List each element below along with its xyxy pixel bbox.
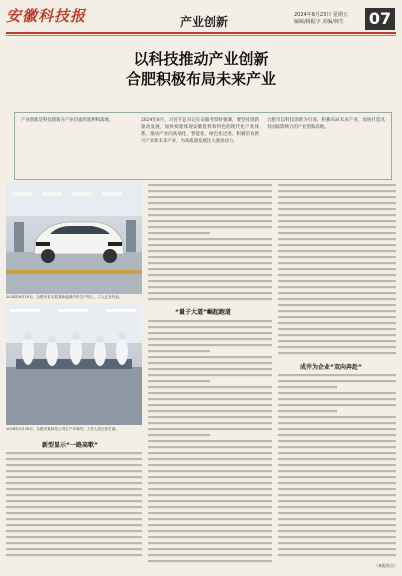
text-line xyxy=(278,416,396,418)
text-line xyxy=(148,506,272,508)
lab-illustration xyxy=(6,303,142,425)
text-line xyxy=(148,536,272,538)
text-line xyxy=(148,244,272,246)
factory-illustration xyxy=(6,182,142,294)
lead-paragraph-1: 产业创新是科技创新在产业层面的延伸和落地。 xyxy=(21,118,114,123)
text-line xyxy=(148,268,272,270)
text-line xyxy=(148,524,272,526)
text-line xyxy=(6,500,142,502)
body-column-right-top xyxy=(278,182,396,358)
text-line xyxy=(6,464,142,466)
text-line xyxy=(148,476,272,478)
headline-line-2: 合肥积极布局未来产业 xyxy=(125,70,276,88)
text-line xyxy=(148,500,272,502)
text-line xyxy=(6,458,142,460)
text-line xyxy=(148,344,272,346)
text-line xyxy=(6,536,142,538)
text-line xyxy=(148,202,272,204)
text-line xyxy=(278,380,396,382)
text-lines xyxy=(148,182,272,304)
photo-workers-lab xyxy=(6,303,142,425)
text-line xyxy=(148,338,272,340)
text-line xyxy=(148,326,272,328)
text-line xyxy=(278,524,396,526)
text-line xyxy=(278,214,396,216)
text-line xyxy=(6,524,142,526)
text-line xyxy=(6,488,142,490)
text-line xyxy=(278,340,396,342)
text-line xyxy=(148,356,272,358)
text-line xyxy=(278,184,396,186)
newspaper-masthead: 安徽科技报 xyxy=(6,7,87,25)
headline-line-1: 以科技推动产业创新 xyxy=(133,50,269,68)
text-line xyxy=(278,422,396,424)
text-line xyxy=(278,208,396,210)
text-line xyxy=(148,380,210,382)
text-line xyxy=(148,320,272,322)
text-line xyxy=(278,232,396,234)
text-line xyxy=(278,452,396,454)
lead-paragraph-2: 2024年8月，习近平总书记在安徽考察时强调，要坚持创新驱动发展，加快构建体现安徽优势和特色的现代化产业体系，推动产业向高端化、智能化、绿色化迈进，积极培育新兴产业和未来产业，为高质量发展注入强劲动力。 xyxy=(141,118,259,144)
text-line xyxy=(148,446,272,448)
text-line xyxy=(278,470,396,472)
text-line xyxy=(278,404,396,406)
section-title: 产业创新 xyxy=(180,15,229,29)
text-lines xyxy=(278,182,396,358)
text-line xyxy=(148,214,272,216)
text-line xyxy=(278,410,337,412)
text-line xyxy=(278,458,396,460)
text-line xyxy=(278,334,396,336)
text-line xyxy=(148,494,272,496)
article-credit: （本报综合） xyxy=(374,563,398,568)
text-lines xyxy=(6,450,142,562)
text-line xyxy=(6,548,142,550)
text-line xyxy=(278,482,396,484)
page-number: 07 xyxy=(365,8,395,30)
text-line xyxy=(148,434,210,436)
text-line xyxy=(148,458,272,460)
text-line xyxy=(148,428,272,430)
text-line xyxy=(278,374,396,376)
text-line xyxy=(148,374,272,376)
text-line xyxy=(6,452,142,454)
text-lines xyxy=(148,318,272,564)
text-line xyxy=(148,470,272,472)
text-line xyxy=(148,298,272,300)
photo2-caption: 2024年3月28日，合肥市某科技公司生产车间内，工作人员正在忙碌。 xyxy=(6,427,120,431)
lead-box xyxy=(14,112,392,180)
text-line xyxy=(148,232,210,234)
text-line xyxy=(278,428,396,430)
text-line xyxy=(278,536,396,538)
text-line xyxy=(148,548,272,550)
text-line xyxy=(278,518,396,520)
header-rule xyxy=(6,32,396,34)
text-line xyxy=(148,452,272,454)
text-line xyxy=(148,398,272,400)
text-line xyxy=(278,488,396,490)
text-line xyxy=(6,530,142,532)
text-line xyxy=(278,274,396,276)
text-line xyxy=(148,250,272,252)
text-line xyxy=(278,506,396,508)
text-line xyxy=(278,346,396,348)
text-line xyxy=(6,494,142,496)
text-line xyxy=(278,220,396,222)
text-line xyxy=(6,470,142,472)
body-column-right-bottom xyxy=(278,372,396,560)
text-line xyxy=(148,286,272,288)
text-line xyxy=(278,238,396,240)
photo-car-production-line xyxy=(6,182,142,294)
body-column-left xyxy=(6,450,142,562)
text-line xyxy=(278,304,396,306)
text-line xyxy=(278,316,396,318)
text-line xyxy=(148,386,272,388)
text-line xyxy=(148,292,272,294)
date-line: 2024年8月23日 星期五 xyxy=(294,12,348,18)
text-line xyxy=(148,256,272,258)
text-line xyxy=(148,362,272,364)
text-line xyxy=(278,554,396,556)
text-line xyxy=(278,440,396,442)
text-line xyxy=(148,518,272,520)
text-line xyxy=(148,332,272,334)
text-line xyxy=(148,220,272,222)
text-line xyxy=(148,464,272,466)
text-line xyxy=(278,446,396,448)
text-line xyxy=(6,506,142,508)
text-line xyxy=(148,190,272,192)
text-line xyxy=(278,328,396,330)
text-line xyxy=(148,560,272,562)
photo1-caption: 2024年6月18日，合肥市长丰县某新能源汽车生产线上，工人正在作业。 xyxy=(6,295,123,299)
text-line xyxy=(148,226,272,228)
text-line xyxy=(148,280,272,282)
text-line xyxy=(278,548,396,550)
text-line xyxy=(148,274,272,276)
text-line xyxy=(278,434,396,436)
text-line xyxy=(148,196,272,198)
subhead-two-way: 成井为企业“双向奔赴” xyxy=(300,364,362,371)
header-rule-thin xyxy=(6,35,396,36)
text-line xyxy=(6,554,142,556)
text-line xyxy=(148,238,272,240)
text-line xyxy=(6,518,142,520)
text-line xyxy=(278,398,396,400)
text-line xyxy=(278,298,396,300)
text-line xyxy=(278,256,396,258)
text-line xyxy=(278,292,396,294)
text-line xyxy=(148,554,272,556)
body-column-middle-top xyxy=(148,182,272,304)
text-line xyxy=(148,262,272,264)
text-line xyxy=(6,542,142,544)
text-line xyxy=(278,280,396,282)
lead-paragraph-3: 合肥市以科技创新为引领，积极布局未来产业，加快打造具有国际影响力的产业创新高地。 xyxy=(267,118,385,130)
text-line xyxy=(278,310,396,312)
text-line xyxy=(6,512,142,514)
text-lines xyxy=(278,372,396,560)
text-line xyxy=(278,250,396,252)
text-line xyxy=(148,208,272,210)
text-line xyxy=(148,440,272,442)
text-line xyxy=(278,542,396,544)
text-line xyxy=(6,476,142,478)
text-line xyxy=(278,476,396,478)
text-line xyxy=(148,184,272,186)
text-line xyxy=(278,202,396,204)
text-line xyxy=(148,350,210,352)
text-line xyxy=(148,512,272,514)
text-line xyxy=(148,392,272,394)
text-line xyxy=(278,268,396,270)
text-line xyxy=(278,386,337,388)
text-line xyxy=(148,368,272,370)
date-info xyxy=(294,12,348,26)
text-line xyxy=(278,500,396,502)
subhead-quantum-avenue: “量子大道”崛起跑道 xyxy=(175,309,231,316)
text-line xyxy=(148,416,272,418)
text-line xyxy=(148,404,272,406)
text-line xyxy=(148,488,272,490)
editor-line: 编辑/杨振宇 美编/韩生 xyxy=(294,19,344,25)
text-line xyxy=(278,244,396,246)
subhead-new-display: 新型显示“一路高歌” xyxy=(42,442,98,449)
text-line xyxy=(278,464,396,466)
body-column-middle-bottom xyxy=(148,318,272,564)
text-line xyxy=(148,542,272,544)
text-line xyxy=(278,494,396,496)
text-line xyxy=(278,286,396,288)
text-line xyxy=(278,530,396,532)
text-line xyxy=(148,422,272,424)
text-line xyxy=(148,482,272,484)
text-line xyxy=(148,410,272,412)
text-line xyxy=(278,226,396,228)
text-line xyxy=(278,392,396,394)
text-line xyxy=(278,352,396,354)
text-line xyxy=(278,262,396,264)
text-line xyxy=(148,530,272,532)
text-line xyxy=(278,196,396,198)
text-line xyxy=(278,190,396,192)
text-line xyxy=(6,482,142,484)
text-line xyxy=(278,512,396,514)
text-line xyxy=(278,322,396,324)
